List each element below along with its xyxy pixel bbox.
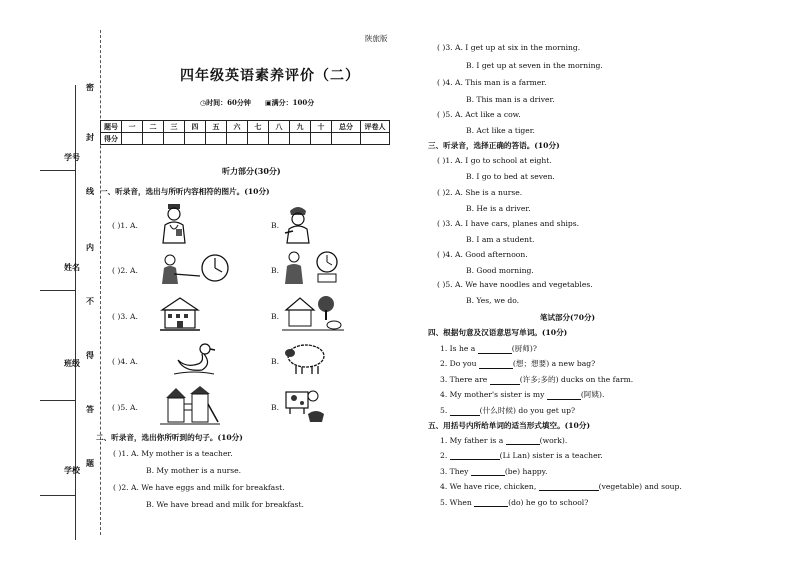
answer-blank[interactable]	[479, 360, 513, 369]
sec2-item-1-a: ( )1. A. My mother is a teacher.	[113, 449, 233, 458]
score-cell: 三	[164, 121, 185, 133]
score-cell: 五	[206, 121, 227, 133]
school-building-picture	[160, 296, 200, 332]
sec4-item-5: 5. (什么时候) do you get up?	[440, 406, 576, 415]
margin-field-line	[40, 170, 76, 171]
section-3-title: 三、听录音，选择正确的答语。(10分)	[428, 141, 560, 150]
sec3-item-2-a: ( )2. A. She is a nurse.	[437, 188, 523, 197]
seal-char: 内	[86, 242, 94, 252]
cow-picture	[282, 384, 326, 424]
sec5-item-1: 1. My father is a (work).	[440, 436, 568, 445]
answer-blank[interactable]	[474, 498, 508, 507]
seal-char: 答	[86, 404, 94, 414]
sec2-item-3-b: B. I get up at seven in the morning.	[466, 61, 603, 70]
answer-blank[interactable]	[547, 391, 581, 400]
clock-icon: ◷	[200, 98, 207, 107]
sec3-item-5-b: B. Yes, we do.	[466, 296, 520, 305]
seal-char: 密	[86, 82, 94, 92]
score-input-cell[interactable]	[206, 133, 227, 145]
score-table-score-row	[101, 133, 390, 145]
sec5-item-5: 5. When (do) he go to school?	[440, 498, 589, 507]
margin-field-line	[40, 290, 76, 291]
margin-label-school: 学校	[64, 465, 80, 475]
margin-label-name: 姓名	[64, 262, 80, 272]
sec3-item-4-a: ( )4. A. Good afternoon.	[437, 250, 528, 259]
sec2-item-2-b: B. We have bread and milk for breakfast.	[146, 500, 304, 509]
full-score-label: ▣满分：100分	[265, 98, 315, 107]
score-input-cell[interactable]	[122, 133, 143, 145]
seal-char: 不	[86, 296, 94, 306]
sec3-item-3-b: B. I am a student.	[466, 235, 535, 244]
sec5-item-3: 3. They (be) happy.	[440, 467, 548, 476]
answer-blank[interactable]	[471, 467, 505, 476]
sec3-item-5-a: ( )5. A. We have noodles and vegetables.	[437, 280, 593, 289]
answer-blank[interactable]	[539, 482, 599, 491]
score-cell: 九	[290, 121, 311, 133]
answer-blank[interactable]	[506, 436, 540, 445]
sec2-item-3-a: ( )3. A. I get up at six in the morning.	[437, 43, 581, 52]
farmer-clock-picture	[160, 252, 230, 286]
margin-field-line	[40, 400, 76, 401]
sec2-item-5-b: B. Act like a tiger.	[466, 126, 535, 135]
score-table-header-row	[101, 121, 390, 133]
answer-blank[interactable]	[450, 407, 480, 416]
sec2-item-4-b: B. This man is a driver.	[466, 95, 555, 104]
sec3-item-2-b: B. He is a driver.	[466, 204, 531, 213]
section-4-title: 四、根据句意及汉语意思写单词。(10分)	[428, 328, 568, 337]
edition-label: 陕旅版	[365, 34, 388, 43]
sec2-item-1-b: B. My mother is a nurse.	[146, 466, 242, 475]
farm-picture	[282, 292, 344, 332]
score-input-cell[interactable]	[185, 133, 206, 145]
sheep-picture	[282, 340, 328, 376]
answer-blank[interactable]	[490, 376, 520, 385]
score-cell: 总分	[332, 121, 361, 133]
listening-section-header: 听力部分(30分)	[222, 166, 281, 176]
sec1-item-4-a: ( )4. A.	[112, 357, 138, 366]
duck-picture	[172, 342, 216, 376]
sec1-item-2-b: B.	[271, 266, 279, 275]
sec3-item-1-b: B. I go to bed at seven.	[466, 172, 555, 181]
score-cell: 题号	[101, 121, 122, 133]
binding-dashed-line	[100, 30, 101, 535]
score-icon: ▣	[265, 98, 272, 107]
score-input-cell[interactable]	[361, 133, 390, 145]
score-input-cell[interactable]	[290, 133, 311, 145]
sec1-item-1-a: ( )1. A.	[112, 221, 138, 230]
margin-label-student-number: 学号	[64, 152, 80, 162]
sec2-item-5-a: ( )5. A. Act like a cow.	[437, 110, 521, 119]
section-1-title: 一、听录音，选出与所听内容相符的图片。(10分)	[100, 187, 270, 196]
seal-char: 题	[86, 458, 94, 468]
sec1-item-3-a: ( )3. A.	[112, 312, 138, 321]
score-cell: 七	[248, 121, 269, 133]
score-input-cell[interactable]	[332, 133, 361, 145]
margin-field-line	[40, 495, 76, 496]
sec4-item-2: 2. Do you (想；想要) a new bag?	[440, 359, 596, 368]
sec2-item-4-a: ( )4. A. This man is a farmer.	[437, 78, 547, 87]
score-input-cell[interactable]	[269, 133, 290, 145]
seal-char: 线	[86, 186, 94, 196]
score-cell: 得分	[101, 133, 122, 145]
sec1-item-1-b: B.	[271, 221, 279, 230]
sec3-item-4-b: B. Good morning.	[466, 266, 534, 275]
sec4-item-3: 3. There are (许多;多的) ducks on the farm.	[440, 375, 634, 384]
score-cell: 六	[227, 121, 248, 133]
score-input-cell[interactable]	[143, 133, 164, 145]
sec1-item-2-a: ( )2. A.	[112, 266, 138, 275]
score-input-cell[interactable]	[227, 133, 248, 145]
sec1-item-3-b: B.	[271, 312, 279, 321]
time-label: ◷时间：60分钟	[200, 98, 251, 107]
score-table	[100, 120, 390, 145]
doctor-picture	[158, 203, 190, 245]
answer-blank[interactable]	[450, 451, 500, 460]
score-input-cell[interactable]	[248, 133, 269, 145]
score-cell: 十	[311, 121, 332, 133]
writing-section-header: 笔试部分(70分)	[540, 313, 596, 322]
seal-char: 得	[86, 350, 94, 360]
sec1-item-5-a: ( )5. A.	[112, 403, 138, 412]
sec3-item-3-a: ( )3. A. I have cars, planes and ships.	[437, 219, 580, 228]
score-cell: 八	[269, 121, 290, 133]
score-cell: 四	[185, 121, 206, 133]
score-cell: 二	[143, 121, 164, 133]
score-input-cell[interactable]	[311, 133, 332, 145]
worker-clock-picture	[282, 250, 340, 286]
sec4-item-1: 1. Is he a (厨师)?	[440, 344, 537, 353]
seal-char: 封	[86, 132, 94, 142]
score-input-cell[interactable]	[164, 133, 185, 145]
sec1-item-4-b: B.	[271, 357, 279, 366]
score-cell: 一	[122, 121, 143, 133]
section-5-title: 五、用括号内所给单词的适当形式填空。(10分)	[428, 421, 591, 430]
sec2-item-2-a: ( )2. A. We have eggs and milk for breakfast.	[113, 483, 285, 492]
margin-label-class: 班级	[64, 358, 80, 368]
sec5-item-4: 4. We have rice, chicken, (vegetable) and soup.	[440, 482, 682, 491]
section-2-title: 二、听录音，选出你所听到的句子。(10分)	[96, 433, 243, 442]
nurse-picture	[281, 203, 315, 245]
sec1-item-5-b: B.	[271, 403, 279, 412]
answer-blank[interactable]	[478, 345, 512, 354]
playground-picture	[160, 384, 220, 426]
sec3-item-1-a: ( )1. A. I go to school at eight.	[437, 156, 552, 165]
score-cell: 评卷人	[361, 121, 390, 133]
sec4-item-4: 4. My mother's sister is my (阿姨).	[440, 390, 605, 399]
page-title: 四年级英语素养评价（二）	[180, 68, 360, 84]
sec5-item-2: 2. (Li Lan) sister is a teacher.	[440, 451, 603, 460]
